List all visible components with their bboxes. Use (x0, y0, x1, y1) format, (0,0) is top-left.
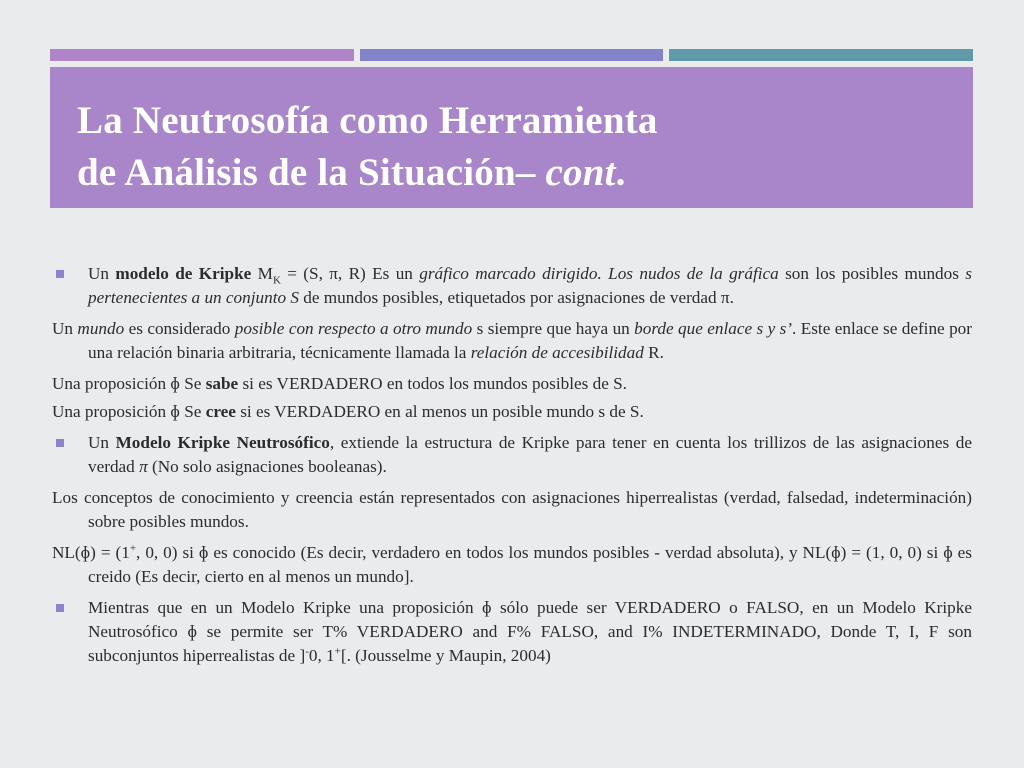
text: NL(ɸ) = (1 (52, 543, 130, 562)
text: Una proposición ɸ Se (52, 374, 206, 393)
superscript: + (129, 542, 137, 555)
accent-bar-violet (360, 49, 663, 61)
superscript: + (334, 645, 341, 658)
paragraph-believed (52, 400, 972, 424)
italic-text: posible con respecto a otro mundo (234, 319, 473, 338)
slide-body (52, 262, 972, 675)
paragraph-possible-world (52, 317, 972, 365)
italic-text: gráfico marcado dirigido. Los nudos de la gráfica (419, 264, 779, 283)
text: Un (88, 264, 116, 283)
italic-text: π (139, 457, 148, 476)
italic-text: relación de accesibilidad (470, 343, 644, 362)
bullet-neutrosophic-truth (52, 596, 972, 668)
text: (No solo asignaciones booleanas). (147, 457, 387, 476)
text: de mundos posibles, etiquetados por asignaciones de verdad π. (298, 288, 734, 307)
text: es considerado (124, 319, 235, 338)
text: . Este enlace se define por una relación binaria arbitraria, técnicamente llamada la (88, 319, 972, 362)
superscript: - (305, 645, 309, 658)
bullet-square-icon (56, 604, 64, 612)
paragraph-nl-definition (52, 541, 972, 589)
text: 0, 1 (308, 646, 335, 665)
term-neutrosophic-kripke-model: Modelo Kripke Neutrosófico (115, 433, 330, 452)
title-line-2-start: de Análisis de la Situación– (77, 151, 546, 194)
italic-text: mundo (77, 319, 125, 338)
text: = (S, π, R) Es un (280, 264, 420, 283)
text: R. (643, 343, 664, 362)
term-cree: cree (205, 402, 236, 421)
text: son los posibles mundos (778, 264, 966, 283)
text: Una proposición ɸ Se (52, 402, 206, 421)
bullet-square-icon (56, 439, 64, 447)
bullet-square-icon (56, 270, 64, 278)
subscript: K (272, 274, 281, 287)
text: [. (Jousselme y Maupin, 2004) (340, 646, 551, 665)
bullet-neutrosophic-kripke (52, 431, 972, 479)
header-accent-bars (50, 49, 973, 61)
italic-text: s pertenecientes a un conjunto S (88, 264, 972, 307)
text: , 0, 0) si ɸ es conocido (Es decir, verdadero en todos los mundos posibles - verdad absoluta), y NL(ɸ) = (1, 0, 0) si ɸ es creido (Es decir, cierto en al menos un mundo]. (88, 543, 972, 586)
bullet-kripke-model (52, 262, 972, 310)
text: Mientras que en un Modelo Kripke una proposición ɸ sólo puede ser VERDADERO o FALSO, en un Modelo Kripke Neutrosófico ɸ se permite ser T% VERDADERO and F% FALSO, and I% INDETERMINADO, Donde T, I, F son subconjuntos hiperrealistas de ] (88, 598, 972, 665)
text: , extiende la estructura de Kripke para tener en cuenta los trillizos de las asignaciones de verdad (88, 433, 972, 476)
paragraph-known (52, 372, 972, 396)
slide-title (77, 95, 658, 199)
italic-text: borde que enlace s y s’ (634, 319, 793, 338)
text: si es VERDADERO en todos los mundos posibles de S. (238, 374, 627, 393)
accent-bar-purple (50, 49, 354, 61)
text: Los conceptos de conocimiento y creencia están representados con asignaciones hiperrealistas (verdad, falsedad, indeterminación) sobre posibles mundos. (52, 488, 972, 531)
text: Un (88, 433, 116, 452)
term-kripke-model: modelo de Kripke (115, 264, 252, 283)
accent-bar-teal (669, 49, 973, 61)
term-sabe: sabe (205, 374, 239, 393)
title-line-2-italic: cont (545, 151, 616, 194)
title-band (50, 67, 973, 208)
title-line-1: La Neutrosofía como Herramienta (77, 99, 658, 142)
text: Un (52, 319, 78, 338)
title-line-2-end: . (615, 151, 626, 194)
text: si es VERDADERO en al menos un posible mundo s de S. (235, 402, 644, 421)
paragraph-concepts (52, 486, 972, 534)
text: M (251, 264, 273, 283)
text: s siempre que haya un (472, 319, 635, 338)
